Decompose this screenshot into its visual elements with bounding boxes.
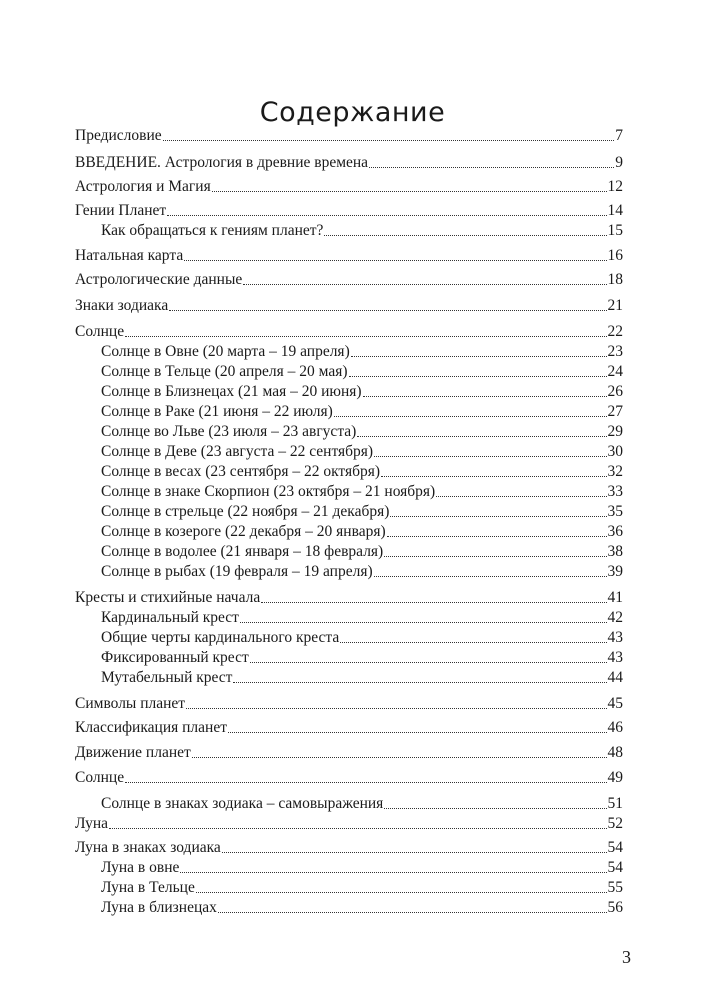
toc-leader-dots <box>184 260 606 261</box>
toc-entry-title: Луна в овне <box>101 859 180 876</box>
toc-leader-dots <box>250 662 607 663</box>
toc-entry-title: Солнце в Овне (20 марта – 19 апреля) <box>101 343 350 360</box>
toc-entry-page: 54 <box>607 859 623 876</box>
toc-leader-dots <box>384 556 606 557</box>
toc-entry-title: Солнце в Тельце (20 апреля – 20 мая) <box>101 363 348 380</box>
toc-entry-page: 24 <box>607 363 623 380</box>
toc-entry-page: 22 <box>607 323 623 340</box>
toc-entry-page: 39 <box>607 563 623 580</box>
toc-entry[interactable] <box>75 718 623 738</box>
toc-leader-dots <box>167 215 606 216</box>
toc-leader-dots <box>169 310 606 311</box>
toc-entry[interactable] <box>101 648 623 668</box>
toc-leader-dots <box>340 642 606 643</box>
toc-entry-title: Солнце в водолее (21 января – 18 февраля) <box>101 543 384 560</box>
page-title: Содержание <box>259 97 446 129</box>
toc-entry[interactable] <box>101 342 623 362</box>
toc-leader-dots <box>351 356 607 357</box>
toc-leader-dots <box>334 416 607 417</box>
toc-entry-title: Солнце в рыбах (19 февраля – 19 апреля) <box>101 563 373 580</box>
toc-leader-dots <box>363 396 607 397</box>
toc-entry[interactable] <box>75 838 623 858</box>
toc-entry-title: Движение планет <box>75 744 191 761</box>
toc-entry-page: 27 <box>607 403 623 420</box>
toc-entry-title: Солнце в знаках зодиака – самовыражения <box>101 795 384 812</box>
toc-entry[interactable] <box>101 794 623 814</box>
toc-entry-title: Солнце <box>75 769 125 786</box>
toc-entry[interactable] <box>75 177 623 197</box>
toc-leader-dots <box>196 892 607 893</box>
toc-entry[interactable] <box>101 522 623 542</box>
toc-leader-dots <box>212 191 607 192</box>
toc-entry-page: 23 <box>607 343 623 360</box>
toc-entry[interactable] <box>75 201 623 221</box>
toc-entry-page: 30 <box>607 443 623 460</box>
toc-entry-title: Гении Планет <box>75 202 167 219</box>
toc-entry-page: 29 <box>607 423 623 440</box>
toc-entry-page: 48 <box>607 744 623 761</box>
toc-entry[interactable] <box>101 482 623 502</box>
toc-entry[interactable] <box>75 296 623 316</box>
toc-entry-page: 55 <box>607 879 623 896</box>
toc-entry-title: Натальная карта <box>75 247 184 264</box>
toc-entry-title: Астрология и Магия <box>75 178 211 195</box>
toc-leader-dots <box>436 496 606 497</box>
toc-entry[interactable] <box>101 562 623 582</box>
toc-leader-dots <box>369 167 614 168</box>
toc-entry[interactable] <box>101 542 623 562</box>
toc-entry[interactable] <box>101 628 623 648</box>
toc-entry-page: 26 <box>607 383 623 400</box>
toc-leader-dots <box>192 757 607 758</box>
toc-entry[interactable] <box>101 221 623 241</box>
toc-leader-dots <box>390 516 606 517</box>
toc-entry[interactable] <box>75 814 623 834</box>
toc-leader-dots <box>357 436 606 437</box>
toc-entry[interactable] <box>75 153 623 173</box>
toc-entry-page: 42 <box>607 609 623 626</box>
toc-entry-page: 14 <box>607 202 623 219</box>
toc-entry-page: 33 <box>607 483 623 500</box>
toc-entry-page: 15 <box>607 222 623 239</box>
toc-entry-page: 45 <box>607 695 623 712</box>
toc-leader-dots <box>324 235 606 236</box>
toc-entry-title: Знаки зодиака <box>75 297 169 314</box>
toc-entry-title: Кресты и стихийные начала <box>75 589 261 606</box>
toc-entry-title: Символы планет <box>75 695 186 712</box>
toc-entry-page: 9 <box>615 154 623 171</box>
toc-entry[interactable] <box>101 878 623 898</box>
toc-entry-title: Солнце в козероге (22 декабря – 20 января) <box>101 523 386 540</box>
toc-leader-dots <box>233 682 606 683</box>
toc-leader-dots <box>218 912 607 913</box>
toc-entry-title: Солнце в Раке (21 июня – 22 июля) <box>101 403 333 420</box>
toc-entry-page: 46 <box>607 719 623 736</box>
toc-entry-page: 51 <box>607 795 623 812</box>
toc-entry-page: 35 <box>607 503 623 520</box>
toc-entry-page: 12 <box>607 178 623 195</box>
toc-entry[interactable] <box>101 668 623 688</box>
toc-entry[interactable] <box>101 608 623 628</box>
toc-leader-dots <box>261 602 606 603</box>
toc-entry-title: Солнце в весах (23 сентября – 22 октября) <box>101 463 381 480</box>
toc-entry[interactable] <box>75 270 623 290</box>
toc-entry-page: 36 <box>607 523 623 540</box>
toc-leader-dots <box>180 872 606 873</box>
toc-entry[interactable] <box>75 322 623 342</box>
toc-leader-dots <box>243 284 606 285</box>
toc-entry[interactable] <box>75 246 623 266</box>
toc-entry[interactable] <box>75 743 623 763</box>
toc-entry-page: 21 <box>607 297 623 314</box>
toc-entry[interactable] <box>101 382 623 402</box>
toc-entry-title: Солнце во Льве (23 июля – 23 августа) <box>101 423 357 440</box>
toc-entry[interactable] <box>101 422 623 442</box>
toc-entry-title: Солнце <box>75 323 125 340</box>
toc-leader-dots <box>374 456 606 457</box>
toc-entry-page: 7 <box>615 127 623 144</box>
toc-entry-page: 18 <box>607 271 623 288</box>
toc-entry[interactable] <box>75 694 623 714</box>
toc-entry-title: Астрологические данные <box>75 271 243 288</box>
toc-leader-dots <box>374 576 607 577</box>
toc-entry-title: Кардинальный крест <box>101 609 239 626</box>
toc-entry-title: Луна в Тельце <box>101 879 195 896</box>
page-number: 3 <box>622 947 631 967</box>
toc-entry-title: Солнце в Близнецах (21 мая – 20 июня) <box>101 383 362 400</box>
toc-entry[interactable] <box>101 502 623 522</box>
toc-entry[interactable] <box>101 402 623 422</box>
toc-leader-dots <box>384 808 606 809</box>
toc-entry-page: 41 <box>607 589 623 606</box>
toc-entry[interactable] <box>75 768 623 788</box>
toc-entry-title: Солнце в знаке Скорпион (23 октября – 21 ноября) <box>101 483 436 500</box>
toc-entry-title: Предисловие <box>75 127 162 144</box>
toc-entry-page: 52 <box>607 815 623 832</box>
toc-entry-page: 38 <box>607 543 623 560</box>
toc-entry[interactable] <box>75 588 623 608</box>
toc-entry-title: Общие черты кардинального креста <box>101 629 340 646</box>
toc-leader-dots <box>109 828 606 829</box>
toc-entry-title: Солнце в Деве (23 августа – 22 сентября) <box>101 443 374 460</box>
toc-entry-page: 54 <box>607 839 623 856</box>
toc-entry[interactable] <box>101 898 623 918</box>
toc-entry-page: 32 <box>607 463 623 480</box>
toc-entry-title: Мутабельный крест <box>101 669 233 686</box>
toc-leader-dots <box>349 376 607 377</box>
toc-entry-page: 16 <box>607 247 623 264</box>
toc-entry-title: Классификация планет <box>75 719 227 736</box>
toc-leader-dots <box>240 622 607 623</box>
toc-entry-page: 44 <box>607 669 623 686</box>
toc-entry-title: Солнце в стрельце (22 ноября – 21 декабря) <box>101 503 390 520</box>
toc-entry-title: ВВЕДЕНИЕ. Астрология в древние времена <box>75 154 369 171</box>
toc-entry-title: Луна в знаках зодиака <box>75 839 221 856</box>
toc-leader-dots <box>387 536 607 537</box>
toc-entry-page: 49 <box>607 769 623 786</box>
toc-entry-page: 56 <box>607 899 623 916</box>
toc-entry[interactable] <box>101 462 623 482</box>
toc-leader-dots <box>125 336 606 337</box>
toc-entry-page: 43 <box>607 649 623 666</box>
toc-leader-dots <box>228 732 607 733</box>
toc-leader-dots <box>125 782 606 783</box>
toc-entry[interactable] <box>101 858 623 878</box>
toc-entry-page: 43 <box>607 629 623 646</box>
toc-entry-title: Луна в близнецах <box>101 899 217 916</box>
toc-entry-title: Луна <box>75 815 109 832</box>
toc-leader-dots <box>222 852 607 853</box>
toc-entry[interactable] <box>101 442 623 462</box>
toc-entry-title: Как обращаться к гениям планет? <box>101 222 324 239</box>
toc-entry-title: Фиксированный крест <box>101 649 249 666</box>
toc-entry[interactable] <box>101 362 623 382</box>
toc-leader-dots <box>186 708 606 709</box>
toc-entry[interactable] <box>75 126 623 146</box>
toc-leader-dots <box>163 140 615 141</box>
toc-leader-dots <box>381 476 606 477</box>
